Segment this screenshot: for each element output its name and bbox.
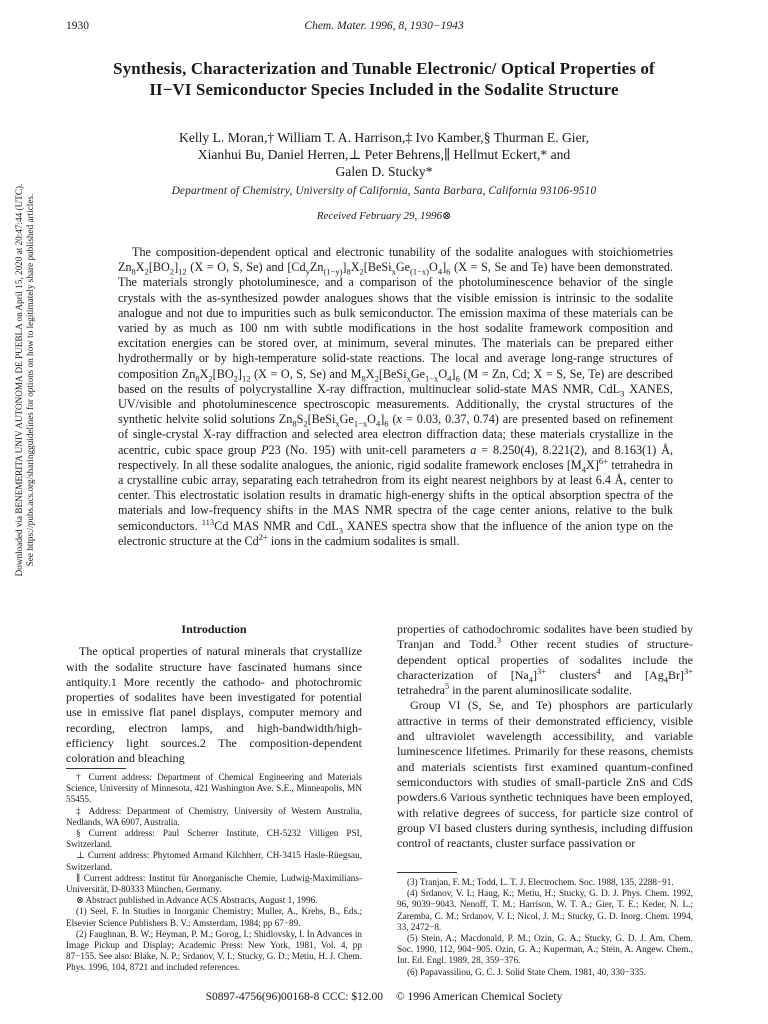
abstract bbox=[118, 245, 673, 549]
footer-code: S0897-4756(96)00168-8 CCC: $12.00 bbox=[205, 991, 383, 1003]
intro-paragraph-1-cont bbox=[397, 622, 693, 698]
right-column bbox=[397, 622, 693, 851]
footer-copyright: © 1996 American Chemical Society bbox=[395, 991, 563, 1003]
page-number: 1930 bbox=[66, 20, 89, 32]
author-line-2: Xianhui Bu, Daniel Herren,⊥ Peter Behrens,∥ Hellmut Eckert,* and bbox=[197, 147, 571, 162]
download-notice-line-1: Downloaded via BENEMERITA UNIV AUTONOMA DE PUEBLA on April 15, 2020 at 20:47:44 (UTC). bbox=[14, 183, 24, 577]
footnote-ddagger: ‡ Address: Department of Chemistry, University of Western Australia, Nedlands, WA 6907, Australia. bbox=[66, 805, 362, 827]
affiliation: Department of Chemistry, University of California, Santa Barbara, California 93106-9510 bbox=[171, 185, 597, 197]
author-line-1: Kelly L. Moran,† William T. A. Harrison,‡ Ivo Kamber,§ Thurman E. Gier, bbox=[179, 130, 589, 145]
download-notice-line-2: See https://pubs.acs.org/sharingguidelines for options on how to legitimately share published articles. bbox=[25, 193, 35, 567]
footnote-dagger: † Current address: Department of Chemical Engineering and Materials Science, University of Minnesota, 421 Washington Ave. S.E., Minneapolis, MN 55455. bbox=[66, 772, 362, 805]
footnotes-right bbox=[397, 877, 693, 978]
download-notice bbox=[14, 140, 36, 620]
footnote-section: § Current address: Paul Scherrer Institute, CH-5232 Villigen PSI, Switzerland. bbox=[66, 828, 362, 850]
footnotes-left bbox=[66, 772, 362, 974]
journal-citation: Chem. Mater. 1996, 8, 1930−1943 bbox=[304, 20, 464, 32]
reference-1: (1) Seel, F. In Studies in Inorganic Chemistry; Muller, A., Krebs, B., Eds.; Elsevier Science Publishers B. V.: Amsterdam, 1984; pp 67−89. bbox=[66, 906, 362, 928]
received-date: Received February 29, 1996⊗ bbox=[316, 210, 452, 222]
footnote-rule-left bbox=[66, 768, 126, 769]
reference-6: (6) Papavassiliou, G. C. J. Solid State Chem. 1981, 40, 330−335. bbox=[407, 966, 646, 977]
reference-5: (5) Stein, A.; Macdonald, P. M.; Ozin, G. A.; Stucky, G. D. J. Am. Chem. Soc. 1990, 112, 904−905. Ozin, G. A.; Kuperman, A.; Stein, A. Angew. Chem., Int. Ed. Engl. 1989, 28, 359−376. bbox=[397, 933, 693, 966]
reference-4: (4) Srdanov, V. I.; Haug, K.; Metiu, H.; Stucky, G. D. J. Phys. Chem. 1992, 96, 9039−9043. Nenoff, T. M.; Harrison, W. T. A.; Gier, T. E.; Keder, N. L.; Zaremba, C. M.; Srdanov, V. I.; Nicol, J. M.; Stucky, G. D. Inorg. Chem. 1994, 33, 2472−8. bbox=[397, 888, 693, 932]
footnote-abstract-published: ⊗ Abstract published in Advance ACS Abstracts, August 1, 1996. bbox=[76, 895, 318, 906]
author-list bbox=[110, 129, 658, 180]
reference-3: (3) Tranjan, F. M.; Todd, L. T. J. Electrochem. Soc. 1988, 135, 2288−91. bbox=[407, 877, 674, 887]
article-title: Synthesis, Characterization and Tunable Electronic/ Optical Properties of II−VI Semiconductor Species Included in the Sodalite Structure bbox=[113, 59, 655, 99]
section-heading-introduction: Introduction bbox=[181, 622, 247, 636]
footnote-parallel: ∥ Current address: Institut für Anorganische Chemie, Ludwig-Maximilians-Universität, D-80333 München, Germany. bbox=[66, 872, 362, 895]
author-line-3: Galen D. Stucky* bbox=[335, 164, 433, 179]
abstract-seg: The composition-dependent optical and electronic tunability of the sodalite analogues with stoichiometries $Zn_8X_2[BO_2]_{12}$ (X = O, S, Se) and $[Cd_yZn_{(1-y)}]_8X_2[BeSi_xGe_{(1-x)}O_4]_6$ (X = S, Se and Te) have been demonstrated. The materials strongly photoluminesce, and a comparison of the photoluminescence behavior of the single crystals with the as-synthesized powder analogues shows that the visible emission is intrinsic to the sodalite analogue and not due to impurities such as bulk semiconductor. The emission maxima of these materials can be varied by as much as 100 nm with subtle modifications in the host sodalite framework composition and excitation energies can be stored over, at minimum, several minutes. The materials can be prepared either hydrothermally or by high-temperature solid-state reactions. The local and average long-range structures of composition $Zn_8X_2[BO_2]_{12}$ (X = O, S, Se) and $M_8X_2[BeSi_xGe_{1-x}O_4]_6$ (M = Zn, Cd; X = S, Se, Te) are described based on the results of polycrystalline X-ray diffraction, multinuclear solid-state MAS NMR, CdL$_3$ XANES, UV/visible and photoluminescence spectroscopic measurements. Additionally, the crystal structures of the synthetic helvite solid solutions $Zn_8S_2[BeSi_xGe_{1-x}O_4]_6$ (x = 0.03, 0.37, 0.74) are presented based on refinement of single-crystal X-ray diffraction and selected area electron diffraction data; these materials crystallize in the acentric, cubic space group P23 (No. 195) with unit-cell parameters a = 8.250(4), 8.221(2), and 8.163(1) Å, respectively. In all these sodalite analogues, the anionic, rigid sodalite framework encloses $[M_4X]^{6+}$ tetrahedra in a crystalline cubic array, separating each tetrahedron from its eight nearest neighbors by at least 6.4 Å, center to center. This electrostatic isolation results in dramatic high-energy shifts in the optical absorption spectra of the materials and low-frequency shifts in the MAS NMR spectra of the cage center anions, relative to the bulk semiconductors. $^{113}$Cd MAS NMR and CdL$_3$ XANES spectra show that the influence of the anion type on the electronic structure at the $Cd^{2+}$ ions in the cadmium sodalites is small. bbox=[118, 245, 673, 548]
left-column bbox=[66, 622, 362, 767]
intro-paragraph-1: The optical properties of natural minerals that crystallize with the sodalite structure have fascinated humans since antiquity.1 More recently the cathodo- and photochromic properties of sodalites have been investigated for potential use in emissive flat panel displays, computer memory and recording, electron lamps, and high-bandwidth/high-efficiency light sources.2 The composition-dependent coloration and bleaching bbox=[66, 644, 362, 766]
footnote-perp: ⊥ Current address: Phytomed Armand Kilchherr, CH-3415 Hasle-Rüegsau, Switzerland. bbox=[66, 850, 362, 872]
intro-paragraph-2: Group VI (S, Se, and Te) phosphors are particularly attractive in terms of their demonstrated efficiency, visible and ultraviolet wavelength accessibility, and variable luminescence lifetimes. Primarily for these reasons, chemists and materials scientists first examined quantum-confined semiconductors with studies of small-particle ZnS and CdS powders.6 Various synthetic techniques have been employed, with relative degrees of success, for particle size control of group VI based clusters during synthesis, including diffusion control of reactants, cluster surface passivation or bbox=[397, 698, 693, 851]
intro-seg: properties of cathodochromic sodalites have been studied by Tranjan and Todd.$^3$ Other recent studies of structure-dependent optical properties of sodalites include the characterization of $[Na_4]^{3+}$ clusters$^4$ and $[Ag_4Br]^{3+}$ tetrahedra$^5$ in the parent aluminosilicate sodalite. bbox=[397, 622, 693, 698]
footnote-rule-right bbox=[397, 872, 457, 873]
page-footer bbox=[0, 991, 768, 1003]
reference-2: (2) Faughnan, B. W.; Heyman, P. M.; Gorog, I.; Shidlovsky, I. In Advances in Image Pickup and Display; Academic Press: New York, 1981, Vol. 4, pp 87−155. See also: Blake, N. P.; Srdanov, V. I.; Stucky, G. D.; Metiu, H. J. Chem. Phys. 1996, 104, 8721 and included references. bbox=[66, 928, 362, 973]
